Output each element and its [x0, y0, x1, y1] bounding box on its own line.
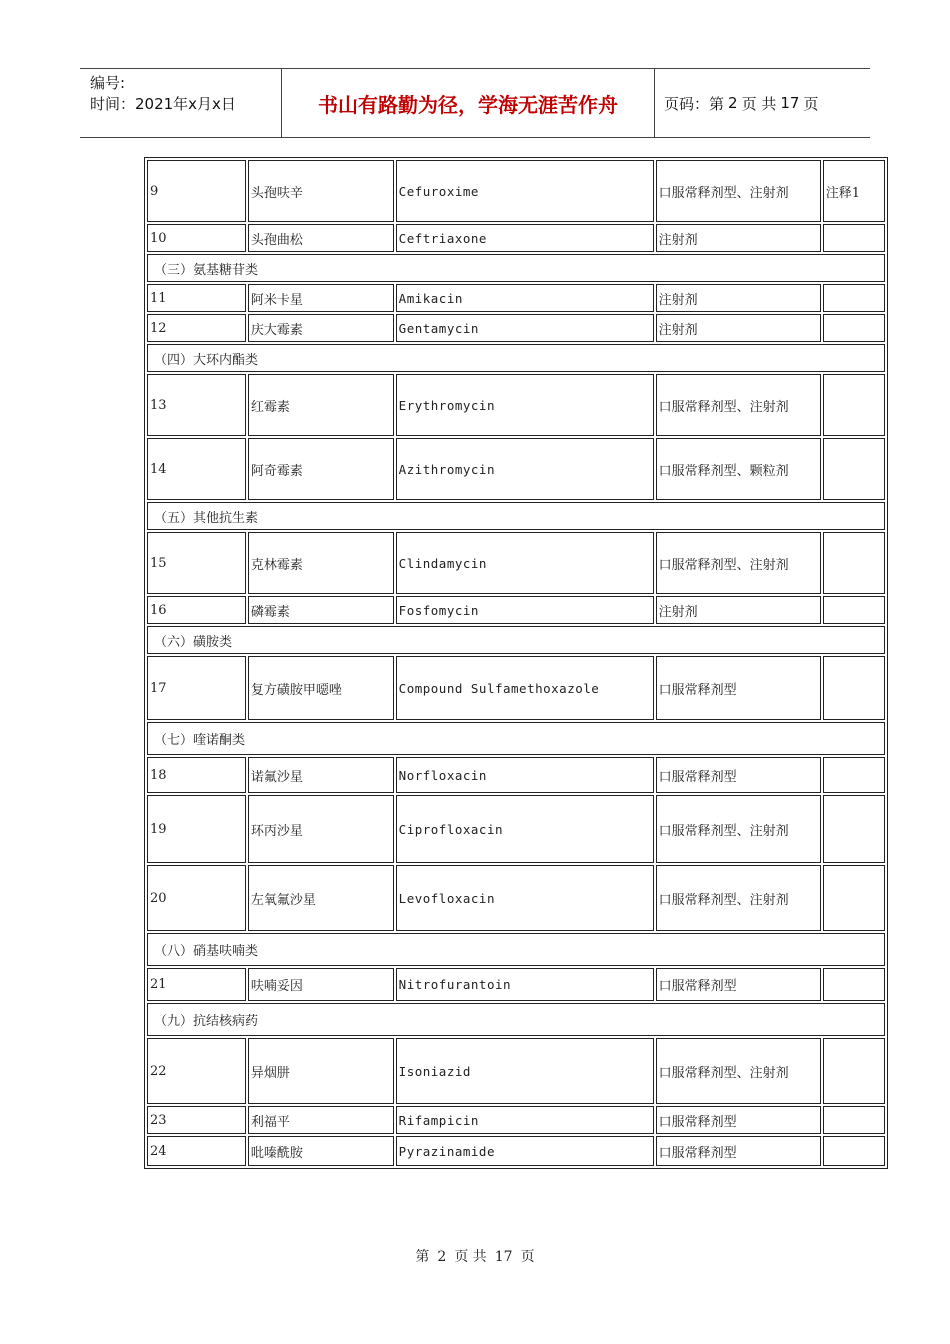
footer-mid: 页 共: [454, 1249, 487, 1265]
drug-number: 22: [147, 1038, 246, 1104]
drug-table: [144, 157, 888, 1169]
drug-english-name: Ceftriaxone: [396, 224, 654, 252]
drug-english-name: Isoniazid: [396, 1038, 654, 1104]
drug-number: 21: [147, 968, 246, 1001]
drug-chinese-name: 头孢呋辛: [248, 160, 394, 222]
page-footer: [0, 1246, 950, 1266]
drug-chinese-name: 克林霉素: [248, 532, 394, 594]
drug-chinese-name: 呋喃妥因: [248, 968, 394, 1001]
drug-note: [823, 284, 885, 312]
drug-note: [823, 314, 885, 342]
table-row: [147, 1038, 885, 1104]
category-row: [147, 933, 885, 966]
table-row: [147, 160, 885, 222]
header-page-info: [664, 69, 822, 137]
table-row: [147, 532, 885, 594]
table-row: [147, 224, 885, 252]
category-label: （九）抗结核病药: [147, 1003, 885, 1036]
drug-chinese-name: 庆大霉素: [248, 314, 394, 342]
drug-number: 14: [147, 438, 246, 500]
footer-prefix: 第: [415, 1249, 430, 1265]
drug-note: [823, 438, 885, 500]
drug-english-name: Rifampicin: [396, 1106, 654, 1134]
drug-note: [823, 1038, 885, 1104]
drug-english-name: Compound Sulfamethoxazole: [396, 656, 654, 720]
category-row: [147, 502, 885, 530]
drug-number: 11: [147, 284, 246, 312]
drug-chinese-name: 红霉素: [248, 374, 394, 436]
drug-note: 注释1: [823, 160, 885, 222]
page-total: 17: [780, 94, 800, 112]
drug-number: 15: [147, 532, 246, 594]
drug-english-name: Fosfomycin: [396, 596, 654, 624]
drug-chinese-name: 阿米卡星: [248, 284, 394, 312]
table-row: [147, 795, 885, 863]
page-label: 页码：第: [664, 94, 725, 113]
category-row: [147, 344, 885, 372]
drug-english-name: Gentamycin: [396, 314, 654, 342]
table-row: [147, 284, 885, 312]
page-mid-label: 页 共: [741, 94, 777, 113]
table-row: [147, 374, 885, 436]
category-label: （六）磺胺类: [147, 626, 885, 654]
table-row: [147, 656, 885, 720]
drug-number: 10: [147, 224, 246, 252]
dosage-form: 口服常释剂型、注射剂: [656, 1038, 821, 1104]
drug-chinese-name: 异烟肼: [248, 1038, 394, 1104]
drug-note: [823, 656, 885, 720]
drug-english-name: Cefuroxime: [396, 160, 654, 222]
dosage-form: 口服常释剂型: [656, 1136, 821, 1166]
category-label: （八）硝基呋喃类: [147, 933, 885, 966]
drug-english-name: Levofloxacin: [396, 865, 654, 931]
category-label: （三）氨基糖苷类: [147, 254, 885, 282]
dosage-form: 口服常释剂型、注射剂: [656, 160, 821, 222]
drug-number: 20: [147, 865, 246, 931]
page-header: [80, 68, 870, 138]
dosage-form: 注射剂: [656, 596, 821, 624]
drug-number: 19: [147, 795, 246, 863]
document-time-label: 时间：2021年x月x日: [90, 95, 236, 113]
dosage-form: 口服常释剂型、注射剂: [656, 532, 821, 594]
table-row: [147, 757, 885, 793]
dosage-form: 注射剂: [656, 314, 821, 342]
drug-english-name: Ciprofloxacin: [396, 795, 654, 863]
table-row: [147, 968, 885, 1001]
drug-number: 13: [147, 374, 246, 436]
drug-number: 16: [147, 596, 246, 624]
document-number-label: 编号:: [90, 74, 126, 92]
drug-chinese-name: 利福平: [248, 1106, 394, 1134]
drug-table-body: [147, 160, 885, 1166]
category-label: （七）喹诺酮类: [147, 722, 885, 755]
drug-note: [823, 865, 885, 931]
footer-suffix: 页: [520, 1249, 535, 1265]
drug-note: [823, 1106, 885, 1134]
drug-chinese-name: 诺氟沙星: [248, 757, 394, 793]
drug-chinese-name: 左氧氟沙星: [248, 865, 394, 931]
category-row: [147, 722, 885, 755]
table-row: [147, 865, 885, 931]
table-row: [147, 1106, 885, 1134]
page-end-label: 页: [803, 94, 819, 113]
drug-english-name: Azithromycin: [396, 438, 654, 500]
dosage-form: 口服常释剂型: [656, 757, 821, 793]
dosage-form: 口服常释剂型: [656, 968, 821, 1001]
drug-note: [823, 757, 885, 793]
footer-total: 17: [494, 1249, 513, 1265]
drug-number: 12: [147, 314, 246, 342]
drug-number: 9: [147, 160, 246, 222]
drug-english-name: Nitrofurantoin: [396, 968, 654, 1001]
drug-note: [823, 374, 885, 436]
drug-number: 24: [147, 1136, 246, 1166]
page-number: 2: [728, 94, 738, 112]
dosage-form: 口服常释剂型、注射剂: [656, 374, 821, 436]
drug-number: 18: [147, 757, 246, 793]
header-meta: [90, 73, 236, 115]
drug-english-name: Pyrazinamide: [396, 1136, 654, 1166]
drug-english-name: Clindamycin: [396, 532, 654, 594]
drug-english-name: Amikacin: [396, 284, 654, 312]
drug-note: [823, 224, 885, 252]
dosage-form: 注射剂: [656, 224, 821, 252]
table-row: [147, 314, 885, 342]
drug-note: [823, 532, 885, 594]
drug-note: [823, 968, 885, 1001]
drug-note: [823, 596, 885, 624]
drug-number: 17: [147, 656, 246, 720]
table-row: [147, 438, 885, 500]
drug-chinese-name: 吡嗪酰胺: [248, 1136, 394, 1166]
table-row: [147, 596, 885, 624]
drug-chinese-name: 磷霉素: [248, 596, 394, 624]
dosage-form: 口服常释剂型: [656, 1106, 821, 1134]
drug-english-name: Norfloxacin: [396, 757, 654, 793]
category-label: （五）其他抗生素: [147, 502, 885, 530]
category-label: （四）大环内酯类: [147, 344, 885, 372]
dosage-form: 口服常释剂型、注射剂: [656, 795, 821, 863]
category-row: [147, 254, 885, 282]
drug-number: 23: [147, 1106, 246, 1134]
drug-chinese-name: 复方磺胺甲噁唑: [248, 656, 394, 720]
dosage-form: 注射剂: [656, 284, 821, 312]
drug-note: [823, 1136, 885, 1166]
drug-english-name: Erythromycin: [396, 374, 654, 436]
table-row: [147, 1136, 885, 1166]
footer-page: 2: [437, 1249, 447, 1265]
dosage-form: 口服常释剂型: [656, 656, 821, 720]
dosage-form: 口服常释剂型、颗粒剂: [656, 438, 821, 500]
drug-chinese-name: 环丙沙星: [248, 795, 394, 863]
drug-chinese-name: 阿奇霉素: [248, 438, 394, 500]
header-motto: 书山有路勤为径，学海无涯苦作舟: [318, 92, 618, 117]
category-row: [147, 626, 885, 654]
dosage-form: 口服常释剂型、注射剂: [656, 865, 821, 931]
drug-chinese-name: 头孢曲松: [248, 224, 394, 252]
category-row: [147, 1003, 885, 1036]
header-divider: [654, 69, 655, 137]
drug-note: [823, 795, 885, 863]
